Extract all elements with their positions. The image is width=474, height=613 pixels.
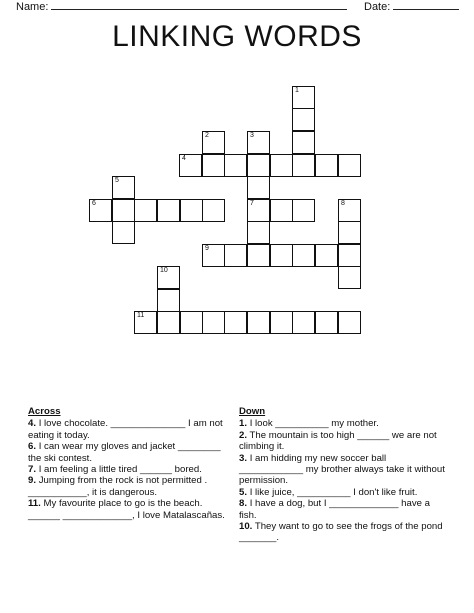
- clue-item: [239, 521, 445, 544]
- clue-number: 7.: [28, 464, 37, 476]
- crossword-cell[interactable]: [112, 199, 135, 222]
- clue-number: 10.: [239, 521, 253, 533]
- clue-number: 9.: [28, 475, 37, 487]
- clue-number: 5.: [239, 486, 248, 498]
- clue-text: The mountain is too high ______ we are not climbing it.: [239, 429, 437, 453]
- crossword-cell[interactable]: [202, 131, 225, 154]
- across-heading: Across: [28, 406, 61, 417]
- clue-number: 11.: [28, 498, 41, 510]
- crossword-cell[interactable]: [179, 154, 202, 177]
- crossword-cell[interactable]: [247, 221, 270, 244]
- crossword-cell[interactable]: [338, 311, 361, 334]
- clue-item: [28, 475, 228, 498]
- crossword-cell[interactable]: [157, 266, 180, 289]
- crossword-cell[interactable]: [292, 108, 315, 131]
- crossword-cell[interactable]: [292, 131, 315, 154]
- crossword-cell[interactable]: [224, 311, 247, 334]
- clue-number: 1.: [239, 418, 248, 430]
- clue-number: 6.: [28, 441, 37, 453]
- clue-item: [28, 441, 228, 464]
- clue-number: 7: [250, 200, 254, 207]
- crossword-cell[interactable]: [224, 244, 247, 267]
- down-clues: [239, 406, 445, 544]
- crossword-cell[interactable]: [292, 86, 315, 109]
- clue-number: 4: [182, 155, 186, 162]
- clue-number: 11: [137, 312, 145, 319]
- crossword-cell[interactable]: [157, 199, 180, 222]
- clue-item: [239, 498, 445, 521]
- crossword-cell[interactable]: [202, 311, 225, 334]
- clue-number: 9: [205, 245, 209, 252]
- crossword-cell[interactable]: [157, 289, 180, 312]
- crossword-cell[interactable]: [112, 221, 135, 244]
- clue-text: I am hidding my new soccer ball ____________ my brother always take it without permission.: [239, 452, 445, 487]
- clue-text: My favourite place to go is the beach. ______ _____________, I love Matalascañas.: [28, 498, 225, 521]
- crossword-cell[interactable]: [338, 266, 361, 289]
- page-title: LINKING WORDS: [112, 20, 362, 53]
- crossword-cell[interactable]: [338, 154, 361, 177]
- clue-text: I look __________ my mother.: [249, 418, 379, 430]
- clue-number: 1: [295, 87, 299, 94]
- crossword-cell[interactable]: [180, 199, 203, 222]
- clue-item: [28, 498, 228, 521]
- clue-number: 2: [205, 132, 209, 139]
- crossword-cell[interactable]: [224, 154, 247, 177]
- crossword-cell[interactable]: [247, 244, 270, 267]
- crossword-cell[interactable]: [338, 244, 361, 267]
- clue-item: [239, 430, 445, 453]
- clue-number: 5: [115, 177, 119, 184]
- crossword-cell[interactable]: [202, 199, 225, 222]
- clue-text: They want to go to see the frogs of the pond _______.: [239, 521, 443, 544]
- clue-number: 2.: [239, 429, 248, 441]
- down-heading: Down: [239, 406, 266, 417]
- clue-number: 3.: [239, 452, 248, 464]
- crossword-cell[interactable]: [202, 154, 225, 177]
- clue-item: [239, 487, 445, 498]
- crossword-cell[interactable]: [292, 311, 315, 334]
- clue-number: 4.: [28, 418, 37, 430]
- clue-number: 3: [250, 132, 254, 139]
- crossword-cell[interactable]: [270, 244, 293, 267]
- crossword-cell[interactable]: [270, 154, 293, 177]
- crossword-cell[interactable]: [157, 311, 180, 334]
- crossword-cell[interactable]: [247, 311, 270, 334]
- crossword-cell[interactable]: [112, 176, 135, 199]
- crossword-cell[interactable]: [338, 221, 361, 244]
- crossword-cell[interactable]: [247, 131, 270, 154]
- crossword-cell[interactable]: [134, 199, 157, 222]
- crossword-cell[interactable]: [315, 154, 338, 177]
- clue-number: 8: [341, 200, 345, 207]
- crossword-cell[interactable]: [270, 311, 293, 334]
- crossword-cell[interactable]: [292, 244, 315, 267]
- crossword-cell[interactable]: [315, 244, 338, 267]
- date-label: Date:: [364, 1, 391, 13]
- crossword-cell[interactable]: [292, 199, 315, 222]
- crossword-cell[interactable]: [247, 176, 270, 199]
- clue-text: I can wear my gloves and jacket ________ the ski contest.: [28, 441, 221, 464]
- clue-text: I am feeling a little tired ______ bored.: [38, 464, 202, 476]
- name-label: Name:: [16, 1, 49, 13]
- clue-text: Jumping from the rock is not permitted . ___________, it is dangerous.: [28, 475, 208, 498]
- clue-text: I love chocolate. ______________ I am not eating it today.: [28, 418, 223, 441]
- clue-text: I have a dog, but I _____________ have a fish.: [239, 498, 430, 521]
- clue-item: [28, 418, 228, 441]
- clue-number: 6: [92, 200, 96, 207]
- crossword-cell[interactable]: [89, 199, 112, 222]
- crossword-cell[interactable]: [247, 199, 270, 222]
- clue-number: 8.: [239, 498, 248, 510]
- crossword-cell[interactable]: [338, 199, 361, 222]
- clue-number: 10: [160, 267, 168, 274]
- crossword-cell[interactable]: [247, 154, 270, 177]
- clue-item: [28, 464, 228, 475]
- crossword-cell[interactable]: [180, 311, 203, 334]
- clue-text: I like juice, __________ I don't like fruit.: [249, 486, 418, 498]
- crossword-cell[interactable]: [292, 154, 315, 177]
- crossword-cell[interactable]: [134, 311, 157, 334]
- crossword-cell[interactable]: [270, 199, 293, 222]
- across-clues: [28, 406, 228, 521]
- crossword-cell[interactable]: [315, 311, 338, 334]
- crossword-cell[interactable]: [202, 244, 225, 267]
- clue-item: [239, 453, 445, 487]
- clue-item: [239, 418, 445, 429]
